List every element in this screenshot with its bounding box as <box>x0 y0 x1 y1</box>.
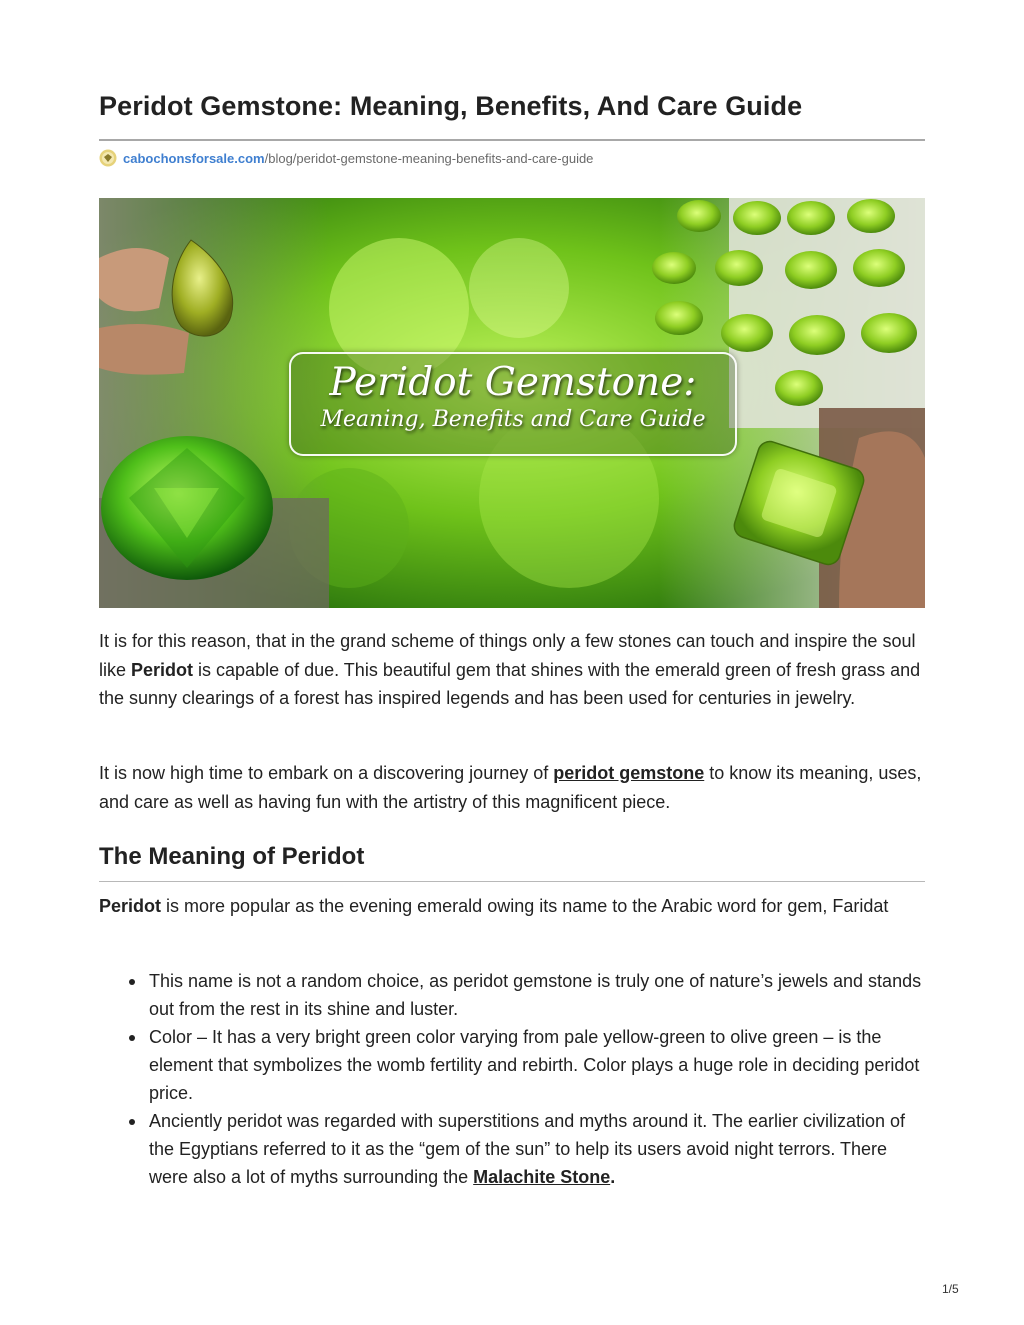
journey-paragraph <box>99 759 925 816</box>
meaning-bold-peridot: Peridot <box>99 896 162 916</box>
peridot-gemstone-link[interactable]: peridot gemstone <box>553 763 705 783</box>
hero-caption-box <box>289 352 737 456</box>
intro-bold-peridot: Peridot <box>131 659 194 680</box>
intro-text-2: is capable of due. This beautiful gem that shines with the emerald green of fresh grass and the sunny clearings of a forest has inspired legends and has been used for centuries in jewelry. <box>99 659 921 708</box>
source-line <box>99 148 593 168</box>
intro-text-1: It is for this reason, that in the grand scheme of things only a few stones can touch and inspire the soul like <box>99 631 916 680</box>
list-item <box>99 967 925 1023</box>
journey-text-1: It is now high time to embark on a discovering journey of <box>99 763 554 783</box>
page-title: Peridot Gemstone: Meaning, Benefits, And Care Guide <box>99 91 803 121</box>
source-path: /blog/peridot-gemstone-meaning-benefits-and-care-guide <box>264 150 594 166</box>
bullet-dot-icon <box>129 1035 135 1041</box>
malachite-stone-link[interactable]: Malachite Stone <box>473 1167 611 1187</box>
journey-text-2: to know its meaning, uses, and care as well as having fun with the artistry of this magnificent piece. <box>99 763 922 812</box>
hero-caption-title: Peridot Gemstone: <box>329 360 697 405</box>
bullet-text: Anciently peridot was regarded with superstitions and myths around it. The earlier civilization of the Egyptians referred to it as the “gem of the sun” to help its users avoid night terrors. There were also a lot of myths surrounding the <box>149 1111 906 1187</box>
list-item <box>99 1107 925 1191</box>
hero-caption-subtitle: Meaning, Benefits and Care Guide <box>320 407 706 432</box>
title-divider <box>99 139 925 141</box>
hero-image <box>99 198 925 608</box>
page-number: 1/5 <box>942 1282 959 1296</box>
section-divider <box>99 881 925 882</box>
meaning-text: is more popular as the evening emerald owing its name to the Arabic word for gem, Faridat <box>161 896 889 916</box>
bullet-text: This name is not a random choice, as peridot gemstone is truly one of nature’s jewels and stands out from the rest in its shine and luster. <box>149 971 922 1019</box>
meaning-bullet-list <box>99 967 925 1191</box>
bullet-tail: . <box>610 1167 616 1187</box>
bullet-dot-icon <box>129 1119 135 1125</box>
list-item <box>99 1023 925 1107</box>
source-domain-link[interactable]: cabochonsforsale.com <box>123 150 265 166</box>
site-favicon-icon <box>99 149 117 167</box>
intro-paragraph <box>99 627 925 713</box>
section-heading-meaning: The Meaning of Peridot <box>99 843 365 870</box>
bullet-dot-icon <box>129 979 135 985</box>
meaning-paragraph <box>99 892 925 921</box>
bullet-text: Color – It has a very bright green color varying from pale yellow-green to olive green – is the element that symbolizes the womb fertility and rebirth. Color plays a huge role in deciding peridot price. <box>149 1027 920 1103</box>
